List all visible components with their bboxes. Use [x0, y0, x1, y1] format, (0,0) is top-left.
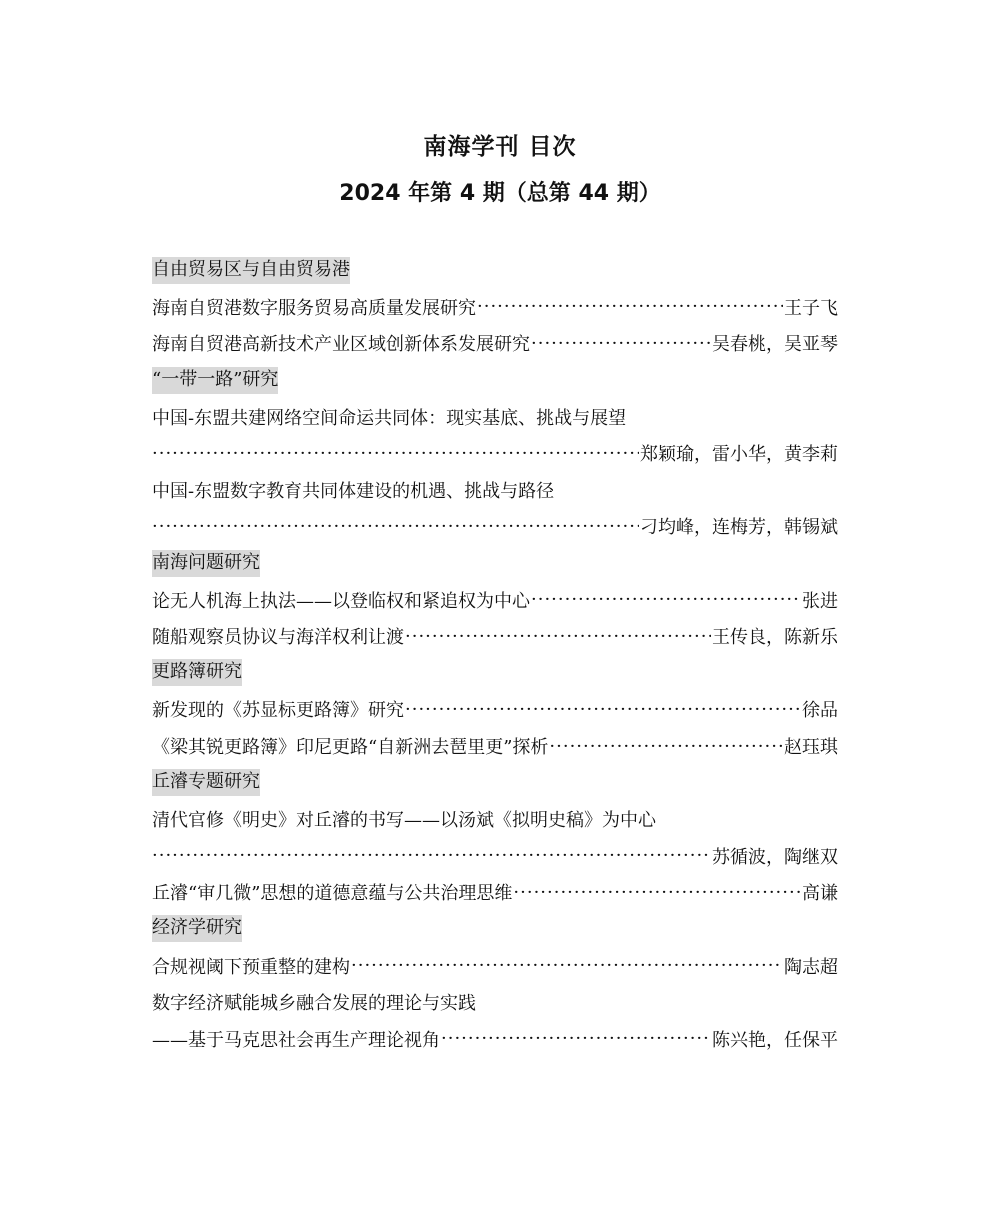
- article-title: 新发现的《苏显标更路簿》研究: [152, 700, 404, 722]
- article-authors: 王子飞: [784, 297, 838, 319]
- dot-leader: [152, 516, 639, 537]
- article-title: 丘濬“审几微”思想的道德意蕴与公共治理思维: [152, 883, 513, 905]
- article-authors: 张进: [802, 590, 838, 612]
- article-authors: 吴春桃，吴亚琴: [712, 334, 838, 356]
- article-authors: 陈兴艳，任保平: [712, 1029, 838, 1051]
- toc-entry[interactable]: [152, 325, 838, 362]
- section-heading: 更路簿研究: [152, 659, 242, 686]
- article-authors: 苏循波，陶继双: [712, 846, 838, 868]
- dot-leader: [549, 736, 783, 757]
- article-authors: 陶志超: [784, 956, 838, 978]
- toc-entry[interactable]: [152, 874, 838, 911]
- section-heading: 自由贸易区与自由贸易港: [152, 257, 350, 284]
- toc-entry-author-line[interactable]: [152, 838, 838, 875]
- dot-leader: [477, 296, 783, 317]
- article-title: 中国-东盟共建网络空间命运共同体：现实基底、挑战与展望: [152, 407, 627, 429]
- article-title: 论无人机海上执法——以登临权和紧追权为中心: [152, 590, 530, 612]
- dot-leader: [152, 845, 711, 866]
- toc-entry-author-line[interactable]: [152, 435, 838, 472]
- article-title: 《梁其锐更路簿》印尼更路“自新洲去琶里更”探析: [152, 737, 549, 759]
- dot-leader: [513, 882, 801, 903]
- article-title: 合规视阈下预重整的建构: [152, 956, 350, 978]
- toc-entry[interactable]: [152, 947, 838, 984]
- toc-entry[interactable]: [152, 289, 838, 326]
- table-of-contents: [152, 252, 838, 1057]
- toc-entry-title-line[interactable]: [152, 398, 838, 435]
- issue-subtitle: 2024 年第 4 期（总第 44 期）: [339, 181, 661, 206]
- section-heading: 南海问题研究: [152, 550, 260, 577]
- article-subtitle: ——基于马克思社会再生产理论视角: [152, 1029, 440, 1051]
- toc-entry-title-line[interactable]: [152, 801, 838, 838]
- toc-entry-title-line[interactable]: [152, 984, 838, 1021]
- toc-entry-title-line[interactable]: [152, 472, 838, 509]
- dot-leader: [405, 626, 711, 647]
- article-authors: 王传良，陈新乐: [712, 627, 838, 649]
- toc-entry-author-line[interactable]: [152, 508, 838, 545]
- article-authors: 赵珏琪: [784, 737, 838, 759]
- dot-leader: [405, 699, 801, 720]
- section-heading: “一带一路”研究: [152, 367, 278, 394]
- article-authors: 刁均峰，连梅芳，韩锡斌: [640, 517, 838, 539]
- article-title: 随船观察员协议与海洋权利让渡: [152, 627, 404, 649]
- toc-entry[interactable]: [152, 691, 838, 728]
- toc-entry[interactable]: [152, 618, 838, 655]
- article-authors: 徐品: [802, 700, 838, 722]
- article-title: 海南自贸港高新技术产业区域创新体系发展研究: [152, 334, 530, 356]
- section-heading: 经济学研究: [152, 915, 242, 942]
- article-title: 中国-东盟数字教育共同体建设的机遇、挑战与路径: [152, 480, 555, 502]
- section-heading: 丘濬专题研究: [152, 769, 260, 796]
- dot-leader: [531, 589, 801, 610]
- dot-leader: [152, 443, 639, 464]
- article-authors: 高谦: [802, 883, 838, 905]
- toc-entry-author-line[interactable]: [152, 1020, 838, 1057]
- article-authors: 郑颖瑜，雷小华，黄李莉: [640, 444, 838, 466]
- toc-entry[interactable]: [152, 728, 838, 765]
- article-title: 清代官修《明史》对丘濬的书写——以汤斌《拟明史稿》为中心: [152, 810, 656, 832]
- page-title: 南海学刊 目次: [423, 134, 577, 160]
- article-title: 海南自贸港数字服务贸易高质量发展研究: [152, 297, 476, 319]
- dot-leader: [441, 1028, 711, 1049]
- dot-leader: [351, 955, 783, 976]
- toc-entry[interactable]: [152, 581, 838, 618]
- dot-leader: [531, 333, 711, 354]
- article-title: 数字经济赋能城乡融合发展的理论与实践: [152, 993, 476, 1015]
